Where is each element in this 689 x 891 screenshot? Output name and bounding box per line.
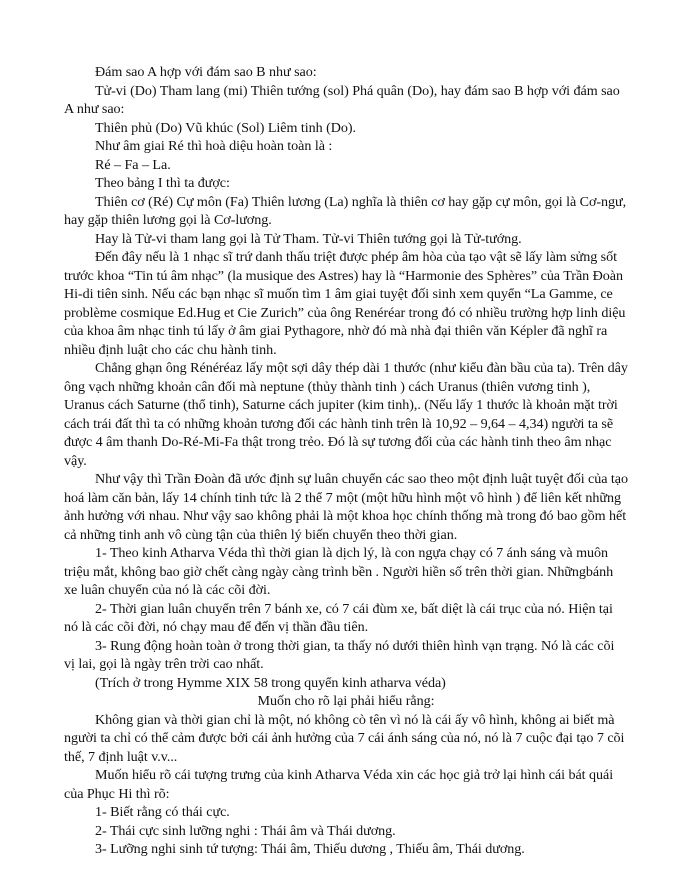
paragraph-3: Thiên phủ (Do) Vũ khúc (Sol) Liêm tinh (Do).: [95, 119, 356, 136]
paragraph-8: Hay là Tử-vi tham lang gọi là Tử Tham. Tử-vi Thiên tướng gọi là Tử-tướng.: [95, 230, 522, 247]
citation-line: (Trích ở trong Hymme XIX 58 trong quyển kinh atharva véda): [95, 674, 446, 691]
paragraph-2: Tử-vi (Do) Tham lang (mi) Thiên tướng (sol) Phá quân (Do), hay đám sao B hợp với đám sao A như sao:: [64, 82, 620, 117]
paragraph-11: Như vậy thì Trần Đoàn đã ước định sự luân chuyển các sao theo một định luật tuyệt đối của tạo hoá làm căn bản, lấy 14 chính tinh tức là 2 thể 7 một (một hữu hình một vô hình ) để liên kết những ảnh hưởng với nhau. Như vậy sao không phải là một khoa học chính thống mà trong đó bao gồm hết cả những tinh anh vô cùng tận của thiên lý biến chuyển theo thời gian.: [64, 471, 628, 543]
list-item-2: 2- Thái cực sinh lưỡng nghi : Thái âm và Thái dương.: [95, 822, 396, 839]
paragraph-17: Không gian và thời gian chỉ là một, nó không cò tên vì nó là cái ấy vô hình, không ai biết mà người ta chỉ có thể cảm được bởi cái ảnh hưởng của 7 cái ánh sáng của nó, nó là 7 cuộc đại tạo 7 cõi thế, 7 định luật v.v...: [64, 711, 625, 765]
document-page: [64, 63, 628, 859]
list-item-3: 3- Lưỡng nghi sinh tứ tượng: Thái âm, Thiếu dương , Thiếu âm, Thái dương.: [95, 841, 525, 857]
paragraph-7: Thiên cơ (Ré) Cự môn (Fa) Thiên lương (La) nghĩa là thiên cơ hay gặp cự môn, gọi là Cơ-ngư, hay gặp thiên lương gọi là Cơ-lương.: [64, 193, 627, 228]
paragraph-13: 2- Thời gian luân chuyển trên 7 bánh xe, có 7 cái đùm xe, bất diệt là cái trục của nó. Hiện tại nó là các cõi đời, nó chạy mau để đến vị thần đầu tiên.: [64, 600, 613, 635]
paragraph-6: Theo bảng I thì ta được:: [95, 175, 230, 191]
paragraph-18: Muốn hiểu rõ cái tượng trưng của kinh Atharva Véda xin các học giả trở lại hình cái bát quái của Phục Hi thì rõ:: [64, 767, 614, 802]
list-item-1: 1- Biết rằng có thái cực.: [95, 804, 230, 820]
paragraph-9: Đến đây nếu là 1 nhạc sĩ trứ danh thấu triệt được phép âm hòa của tạo vật sẽ lấy làm sửng sốt trước khoa “Tin tú âm nhạc” (la musique des Astres) hay là “Harmonie des Sphères” của Trần Đoàn Hi-di tiên sinh. Nếu các bạn nhạc sĩ muốn tìm 1 âm giai tuyệt đối sinh xem quyển “La Gamme, ce problème cosmique Ed.Hug et Cie Zurich” của ông Renéréar trong đó có nhiều trường hợp linh diệu của khoa âm nhạc tinh tú lấy ở âm giai Pythagore, nhờ đó mà nhà đại thiên văn Képler đã nghĩ ra nhiều định luật cho các chu hành tinh.: [64, 249, 626, 358]
paragraph-10: Chẳng ghạn ông Rénéréaz lấy một sợi dây thép dài 1 thước (như kiểu đàn bầu của ta). Trên dây ông vạch những khoản cân đối mà neptune (thủy thành tinh ) cách Uranus (thiên vương tinh ), Uranus cách Saturne (thổ tinh), Saturne cách jupiter (kim tinh),. (Nếu lấy 1 thước là khoản mặt trời cách trái đất thì ta có những khoản tương đối các hành tinh trên là 10,92 – 9,64 – 4,34) người ta sẽ được 4 âm thanh Do-Ré-Mi-Fa thật trong trẻo. Đó là sự tương đối của các hành tinh theo âm nhạc vậy.: [64, 360, 628, 469]
paragraph-14: 3- Rung động hoàn toàn ở trong thời gian, ta thấy nó dưới thiên hình vạn trạng. Nó là các cõi vị lai, gọi là ngày trên trời cao nhất.: [64, 637, 615, 672]
centered-heading: Muốn cho rõ lại phải hiểu rằng:: [257, 693, 435, 709]
paragraph-4: Như âm giai Ré thì hoà diệu hoàn toàn là :: [95, 138, 333, 154]
paragraph-12: 1- Theo kinh Atharva Véda thì thời gian là dịch lý, là con ngựa chạy có 7 ánh sáng và muôn triệu mắt, không bao giờ chết càng ngày càng trình bền . Người hiền số trên thời gian. Nhữngbánh xe luân chuyển của nó là các cõi đời.: [64, 545, 614, 598]
paragraph-5: Ré – Fa – La.: [95, 156, 171, 173]
paragraph-1: Đám sao A hợp với đám sao B như sao:: [95, 64, 317, 80]
